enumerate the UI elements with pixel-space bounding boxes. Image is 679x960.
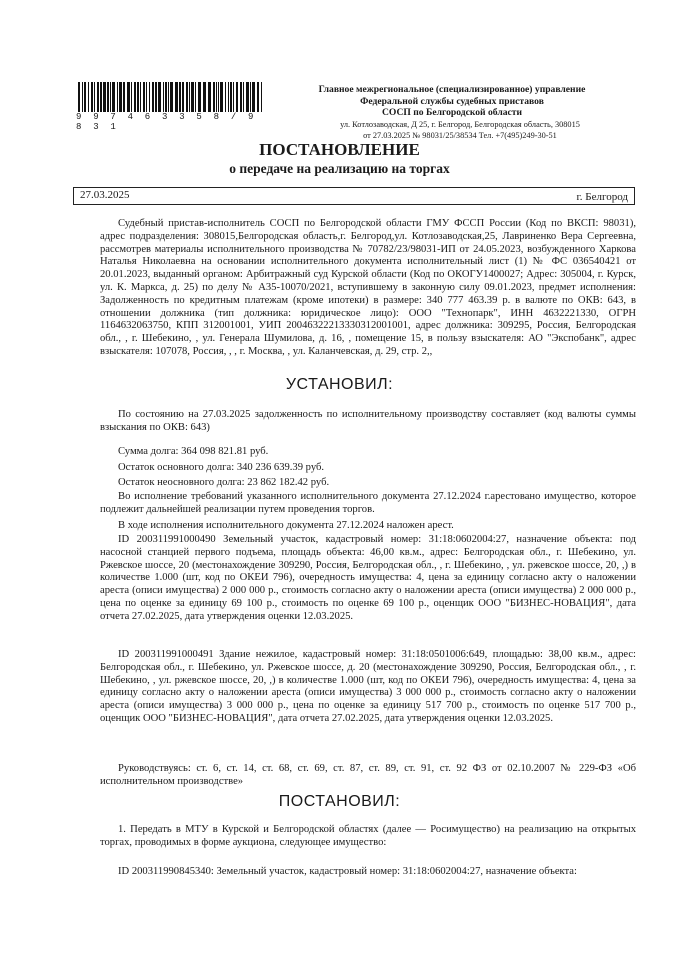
header-line1: Главное межрегиональное (специализированное) управление bbox=[318, 84, 586, 95]
barcode-bar bbox=[198, 82, 201, 112]
barcode-bar bbox=[91, 82, 93, 112]
barcode bbox=[78, 82, 266, 112]
document-city: г. Белгород bbox=[576, 191, 628, 203]
barcode-bar bbox=[112, 82, 115, 112]
barcode-bar bbox=[179, 82, 181, 112]
barcode-bar bbox=[119, 82, 122, 112]
barcode-bar bbox=[252, 82, 255, 112]
document-subtitle: о передаче на реализацию на торгах bbox=[229, 161, 450, 176]
barcode-bar bbox=[149, 82, 150, 112]
barcode-bar bbox=[189, 82, 190, 112]
header-ref: от 27.03.2025 № 98031/25/38534 Тел. +7(495)249-30-51 bbox=[363, 131, 557, 140]
debt-intro: По состоянию на 27.03.2025 задолженность по исполнительному производству составляет (код валюты суммы взыскания по ОКВ: 643) bbox=[100, 409, 636, 433]
header-line3: СОСП по Белгородской области bbox=[381, 107, 523, 118]
barcode-bar bbox=[163, 82, 164, 112]
barcode-bar bbox=[168, 82, 169, 112]
barcode-bar bbox=[152, 82, 154, 112]
barcode-bar bbox=[127, 82, 130, 112]
barcode-bar bbox=[155, 82, 157, 112]
barcode-bar bbox=[137, 82, 139, 112]
date-row bbox=[73, 187, 635, 205]
barcode-bar bbox=[225, 82, 226, 112]
barcode-bar bbox=[94, 82, 95, 112]
barcode-bar bbox=[134, 82, 136, 112]
header-contacts bbox=[300, 119, 620, 141]
barcode-bar bbox=[123, 82, 125, 112]
barcode-bar bbox=[103, 82, 106, 112]
resolved-heading: ПОСТАНОВИЛ: bbox=[278, 793, 401, 810]
barcode-bar bbox=[140, 82, 141, 112]
header-agency bbox=[292, 84, 612, 119]
barcode-bar bbox=[82, 82, 83, 112]
debt-main: Остаток основного долга: 340 236 639.39 руб. bbox=[118, 462, 325, 473]
barcode-bar bbox=[175, 82, 178, 112]
header-address: ул. Котлозаводская, Д 25, г. Белгород, Белгородская область, 308015 bbox=[340, 120, 580, 129]
resolution-1: 1. Передать в МТУ в Курской и Белгородской областях (далее — Росимущество) на реализацию на открытых торгах, проводимых в форме аукциона, следующее имущество: bbox=[100, 824, 636, 848]
barcode-bar bbox=[243, 82, 244, 112]
barcode-bar bbox=[110, 82, 111, 112]
barcode-bar bbox=[143, 82, 145, 112]
barcode-bar bbox=[246, 82, 249, 112]
item-3-start: ID 200311990845340: Земельный участок, кадастровый номер: 31:18:0602004:27, назначение объекта: bbox=[118, 866, 577, 877]
barcode-bar bbox=[261, 82, 262, 112]
barcode-bar bbox=[117, 82, 118, 112]
barcode-bar bbox=[78, 82, 80, 112]
barcode-bar bbox=[203, 82, 206, 112]
barcode-bar bbox=[88, 82, 89, 112]
barcode-bar bbox=[97, 82, 99, 112]
barcode-bar bbox=[230, 82, 232, 112]
guided-by: Руководствуясь: ст. 6, ст. 14, ст. 68, ст. 69, ст. 87, ст. 89, ст. 91, ст. 92 ФЗ от 02.10.2007 № 229-ФЗ «Об исполнительном производстве» bbox=[100, 763, 636, 787]
barcode-bar bbox=[218, 82, 219, 112]
established-heading: УСТАНОВИЛ: bbox=[285, 376, 394, 393]
barcode-bar bbox=[191, 82, 194, 112]
barcode-bar bbox=[208, 82, 211, 112]
arrest-paragraph: Во исполнение требований указанного исполнительного документа 27.12.2024 г.арестовано имущество, которое подлежит дальнейшей реализации путем проведения торгов. bbox=[100, 491, 636, 515]
barcode-bar bbox=[257, 82, 259, 112]
intro-text: Судебный пристав-исполнитель СОСП по Белгородской области ГМУ ФССП России (Код по ВКСП: 98031), адрес подразделения: 308015,Белгородская область,г. Белгород,ул. Котлозаводская,25, Лавриненко Вера Сергеевна, рассмотрев материалы исполнительного производства № 70782/23/98031-ИП от 24.05.2023, возбужденного Харкова Наталья Николаевна на основании исполнительного документа исполнительный лист (1) № ФС 036540421 от 20.01.2023, выданный органом: Арбитражный суд Курской области (Код по ОКОГУ1400027; Адрес: 305004, г. Курск, ул. К. Маркса, д. 25) по делу № А35-10070/2021, вступившему в законную силу 09.01.2023, предмет исполнения: Задолженность по кредитным платежам (кроме ипотеки) в размере: 340 777 463.39 р. в валюте по ОКВ: 643, в отношении должника (тип должника: юридическое лицо): ООО "Технопарк", ИНН 4632221330, ОГРН 1164632063750, КПП 312001001, УИП 2004632221333031200100​1, адрес должника: 309295, Россия, Белгородская обл., , г. Шебекино, , ул. Генерала Шумилова, д. 16, , помещение 15, в пользу взыскателя: АО "Экспобанк", адрес взыскателя: 107078, Россия, , , г. Москва, , ул. Каланчевская, д. 29, стр. 2,, bbox=[100, 218, 636, 357]
arrest-note: В ходе исполнения исполнительного документа 27.12.2024 наложен арест. bbox=[118, 520, 454, 531]
barcode-number: 9 9 7 4 6 3 3 5 8 / 9 8 3 1 bbox=[76, 112, 257, 132]
barcode-bar bbox=[165, 82, 167, 112]
barcode-bar bbox=[186, 82, 188, 112]
barcode-bar bbox=[220, 82, 223, 112]
intro-paragraph bbox=[100, 218, 636, 359]
barcode-bar bbox=[170, 82, 173, 112]
document-date: 27.03.2025 bbox=[80, 189, 130, 201]
barcode-bar bbox=[195, 82, 196, 112]
document-title: ПОСТАНОВЛЕНИЕ bbox=[259, 140, 420, 159]
barcode-bar bbox=[233, 82, 234, 112]
barcode-bar bbox=[131, 82, 132, 112]
barcode-bar bbox=[236, 82, 238, 112]
debt-other: Остаток неосновного долга: 23 862 182.42 руб. bbox=[118, 477, 330, 488]
barcode-bar bbox=[240, 82, 242, 112]
barcode-bar bbox=[216, 82, 217, 112]
item-1: ID 200311991000490 Земельный участок, кадастровый номер: 31:18:0602004:27, назначение объекта: под насосной станцией первого подъема, площадь объекта: 46,00 кв.м., адрес: Белгородская обл., г. Шебекино, ул. Ржевское шоссе, 20 (местонахождение 309290, Россия, Белгородская обл., , г. Шебекино, , ул. ржевское шоссе, 20, ,) в количестве 1.000 (шт, код по ОКЕИ 796), очередность имущества: 4, цена за единицу согласно акту о наложении ареста (описи имущества) 2 000 000 р., стоимость согласно акту о наложении ареста (описи имущества) 2 000 000 р., цена по оценке за единицу 69 100 р., стоимость по оценке 69 100 р., оценщик ООО "БИЗНЕС-НОВАЦИЯ", дата отчета 27.02.2025, дата утверждения оценки 12.03.2025. bbox=[100, 534, 636, 622]
barcode-bar bbox=[100, 82, 102, 112]
barcode-bar bbox=[228, 82, 229, 112]
debt-total: Сумма долга: 364 098 821.81 руб. bbox=[118, 446, 269, 457]
header-line2: Федеральной службы судебных приставов bbox=[360, 95, 544, 107]
barcode-bar bbox=[182, 82, 184, 112]
barcode-bar bbox=[107, 82, 109, 112]
item-2: ID 200311991000491 Здание нежилое, кадастровый номер: 31:18:0501006:649, площадью: 38,00 кв.м., адрес: Белгородская обл., г. Шебекино, ул. Ржевское шоссе, д. 20 (местонахождение 309290, Россия, Белгородская обл., , г. Шебекино, , ул. ржевское шоссе, 20, ,) в количестве 1.000 (шт, код по ОКЕИ 796), очередность имущества: 4, цена за единицу согласно акту о наложении ареста (описи имущества) 3 000 000 р., стоимость согласно акту о наложении ареста (описи имущества) 3 000 000 р., цена по оценке за единицу 517 700 р., стоимость по оценке 517 700 р., оценщик ООО "БИЗНЕС-НОВАЦИЯ", дата отчета 27.02.2025, дата утверждения оценки 12.03.2025. bbox=[100, 649, 636, 724]
barcode-bar bbox=[158, 82, 161, 112]
barcode-bar bbox=[146, 82, 147, 112]
barcode-bar bbox=[250, 82, 251, 112]
barcode-bar bbox=[213, 82, 215, 112]
barcode-bar bbox=[84, 82, 86, 112]
